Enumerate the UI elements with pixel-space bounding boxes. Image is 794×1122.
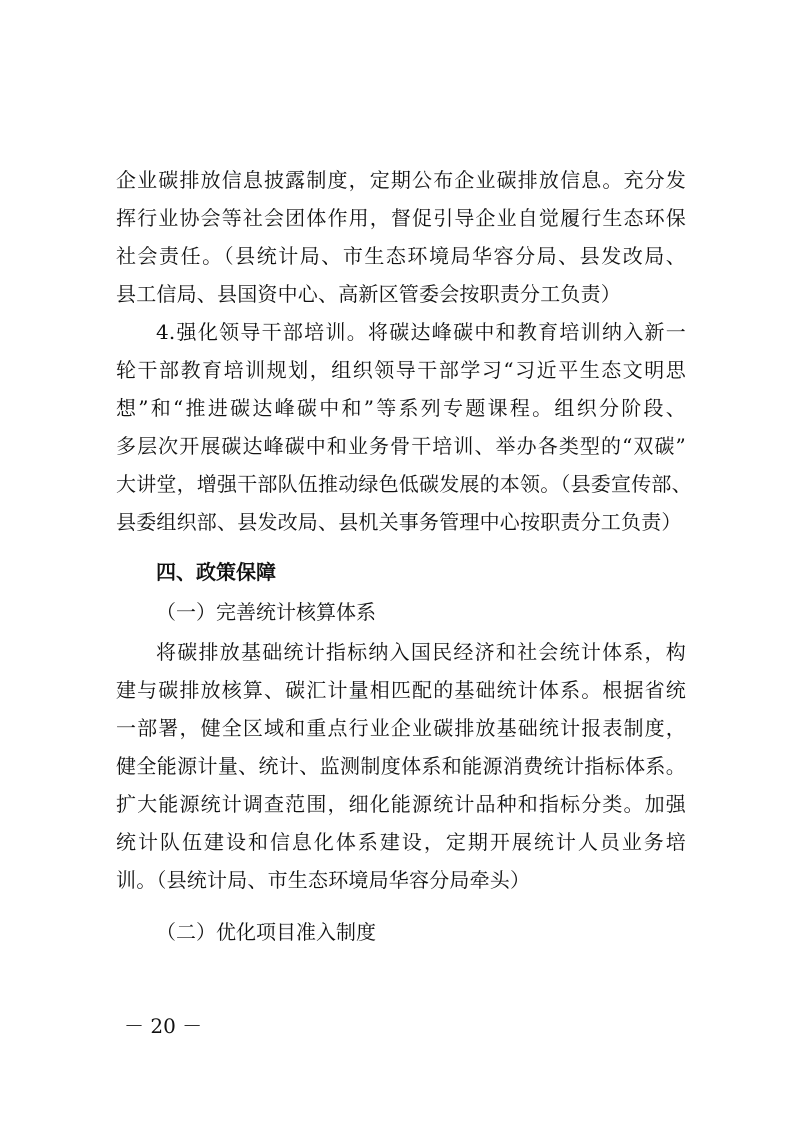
text-line: 县委组织部、县发改局、县机关事务管理中心按职责分工负责） — [116, 510, 682, 534]
text-line: 多层次开展碳达峰碳中和业务骨干培训、举办各类型的“双碳” — [116, 434, 686, 458]
text-line: 将碳排放基础统计指标纳入国民经济和社会统计体系，构 — [156, 640, 686, 664]
text-line: 挥行业协会等社会团体作用，督促引导企业自觉履行生态环保 — [116, 206, 686, 230]
text-line: 健全能源计量、统计、监测制度体系和能源消费统计指标体系。 — [116, 754, 686, 778]
text-line: 一部署，健全区域和重点行业企业碳排放基础统计报表制度， — [116, 716, 686, 740]
text-line: 训。（县统计局、市生态环境局华容分局牵头） — [116, 868, 531, 892]
text-line: 统计队伍建设和信息化体系建设，定期开展统计人员业务培 — [116, 830, 686, 854]
text-line: 大讲堂，增强干部队伍推动绿色低碳发展的本领。（县委宣传部、 — [116, 472, 692, 496]
text-line: 想”和“推进碳达峰碳中和”等系列专题课程。组织分阶段、 — [116, 396, 686, 420]
text-line: 企业碳排放信息披露制度，定期公布企业碳排放信息。充分发 — [116, 168, 686, 192]
subsection-heading: （二）优化项目准入制度 — [156, 920, 376, 944]
subsection-heading: （一）完善统计核算体系 — [156, 600, 376, 624]
text-line: 4.强化领导干部培训。将碳达峰碳中和教育培训纳入新一 — [156, 320, 686, 344]
text-line: 建与碳排放核算、碳汇计量相匹配的基础统计体系。根据省统 — [116, 678, 686, 702]
page-number: － 20 － — [124, 1014, 203, 1038]
text-line: 扩大能源统计调查范围，细化能源统计品种和指标分类。加强 — [116, 792, 686, 816]
text-line: 社会责任。（县统计局、市生态环境局华容分局、县发改局、 — [116, 244, 686, 268]
text-line: 轮干部教育培训规划，组织领导干部学习“习近平生态文明思 — [116, 358, 686, 382]
text-line: 县工信局、县国资中心、高新区管委会按职责分工负责） — [116, 282, 621, 306]
section-heading: 四、政策保障 — [156, 560, 276, 584]
